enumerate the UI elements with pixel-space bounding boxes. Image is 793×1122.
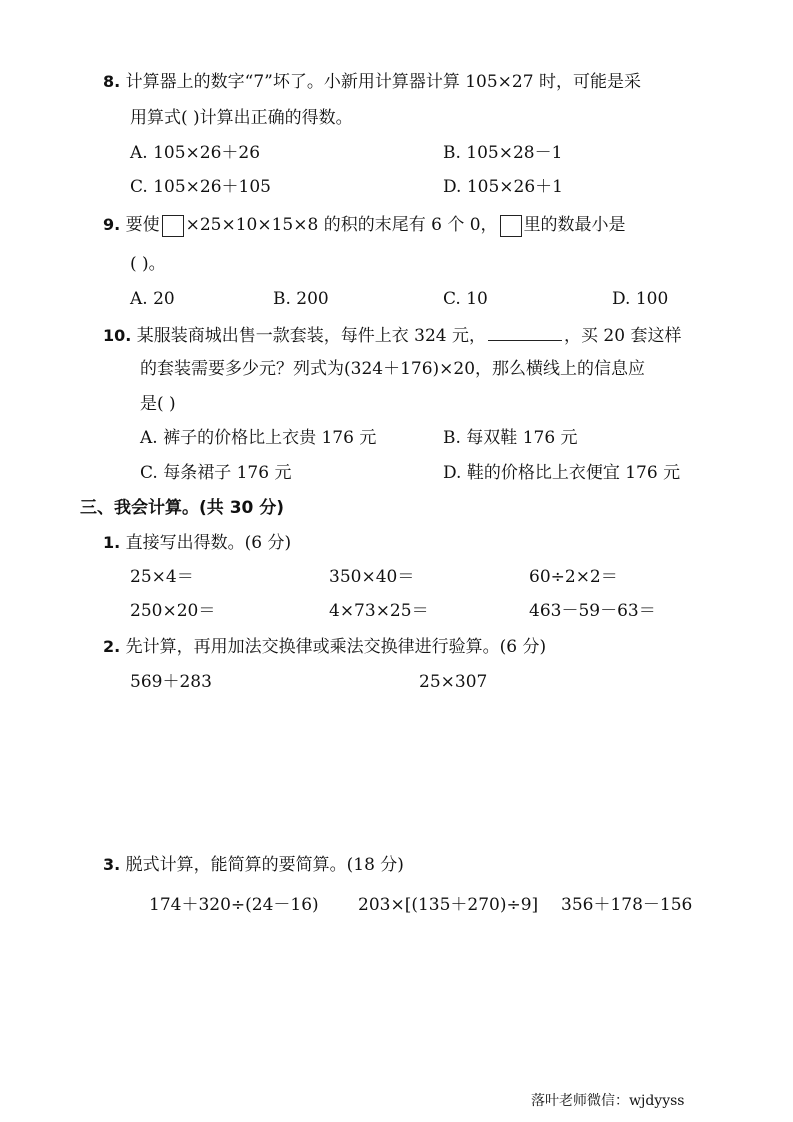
c3-item-3: 356＋178－156 <box>561 895 693 915</box>
c1-number: 1. <box>103 533 121 552</box>
q8-option-d[interactable]: D. 105×26＋1 <box>443 177 563 197</box>
q8-text-2: 用算式( )计算出正确的得数。 <box>130 108 353 128</box>
q9-option-c[interactable]: C. 10 <box>443 289 488 309</box>
c2-number: 2. <box>103 637 121 656</box>
q8-option-b[interactable]: B. 105×28－1 <box>443 143 563 163</box>
q9-suffix: 里的数最小是 <box>523 215 626 235</box>
c2-title: 先计算，再用加法交换律或乘法交换律进行验算。(6 分) <box>125 637 547 657</box>
c1-item-1: 25×4＝ <box>130 567 194 587</box>
q10-text-1a: 某服装商城出售一款套装，每件上衣 324 元， <box>136 326 487 346</box>
c1-item-4: 250×20＝ <box>130 601 216 621</box>
q10-option-a[interactable]: A. 裤子的价格比上衣贵 176 元 <box>140 428 377 448</box>
q9-prefix: 要使 <box>125 215 160 235</box>
c1-item-5: 4×73×25＝ <box>329 601 429 621</box>
c3-heading <box>103 853 404 877</box>
section-title: 三、我会计算。(共 30 分) <box>80 498 285 518</box>
q10-option-c[interactable]: C. 每条裙子 176 元 <box>140 463 292 483</box>
q10-text-3: 是( ) <box>140 394 176 414</box>
q9-option-d[interactable]: D. 100 <box>612 289 669 309</box>
q10-option-b[interactable]: B. 每双鞋 176 元 <box>443 428 578 448</box>
c1-item-3: 60÷2×2＝ <box>529 567 618 587</box>
q8-option-a[interactable]: A. 105×26＋26 <box>130 143 261 163</box>
q10-number: 10. <box>103 326 132 345</box>
fill-blank[interactable] <box>488 322 562 341</box>
c2-item-1: 569＋283 <box>130 672 212 692</box>
c1-item-6: 463－59－63＝ <box>529 601 656 621</box>
q9-option-b[interactable]: B. 200 <box>273 289 329 309</box>
q10-text-2: 的套装需要多少元？列式为(324＋176)×20，那么横线上的信息应 <box>140 359 646 379</box>
c3-number: 3. <box>103 855 121 874</box>
answer-box[interactable] <box>500 215 522 237</box>
c3-title: 脱式计算，能简算的要简算。(18 分) <box>125 855 404 875</box>
q10-option-d[interactable]: D. 鞋的价格比上衣便宜 176 元 <box>443 463 681 483</box>
q10-stem-line1 <box>103 322 681 348</box>
q8-stem-line1 <box>103 70 641 94</box>
c2-heading <box>103 635 546 659</box>
q8-option-c[interactable]: C. 105×26＋105 <box>130 177 271 197</box>
q9-number: 9. <box>103 215 121 234</box>
q9-stem-line1 <box>103 213 626 237</box>
answer-box[interactable] <box>162 215 184 237</box>
q8-number: 8. <box>103 72 121 91</box>
q9-middle: ×25×10×15×8 的积的末尾有 6 个 0， <box>185 215 498 235</box>
q8-text-1: 计算器上的数字“7”坏了。小新用计算器计算 105×27 时，可能是采 <box>125 72 641 92</box>
q9-text-2: ( )。 <box>130 254 166 274</box>
q9-option-a[interactable]: A. 20 <box>130 289 175 309</box>
c1-heading <box>103 531 291 555</box>
c3-item-1: 174＋320÷(24－16) <box>149 895 319 915</box>
c3-item-2: 203×[(135＋270)÷9] <box>358 895 539 915</box>
c1-title: 直接写出得数。(6 分) <box>125 533 292 553</box>
c2-item-2: 25×307 <box>419 672 488 692</box>
c1-item-2: 350×40＝ <box>329 567 415 587</box>
q10-text-1b: ，买 20 套这样 <box>564 326 682 346</box>
footer-contact: 落叶老师微信：wjdyyss <box>531 1093 685 1109</box>
